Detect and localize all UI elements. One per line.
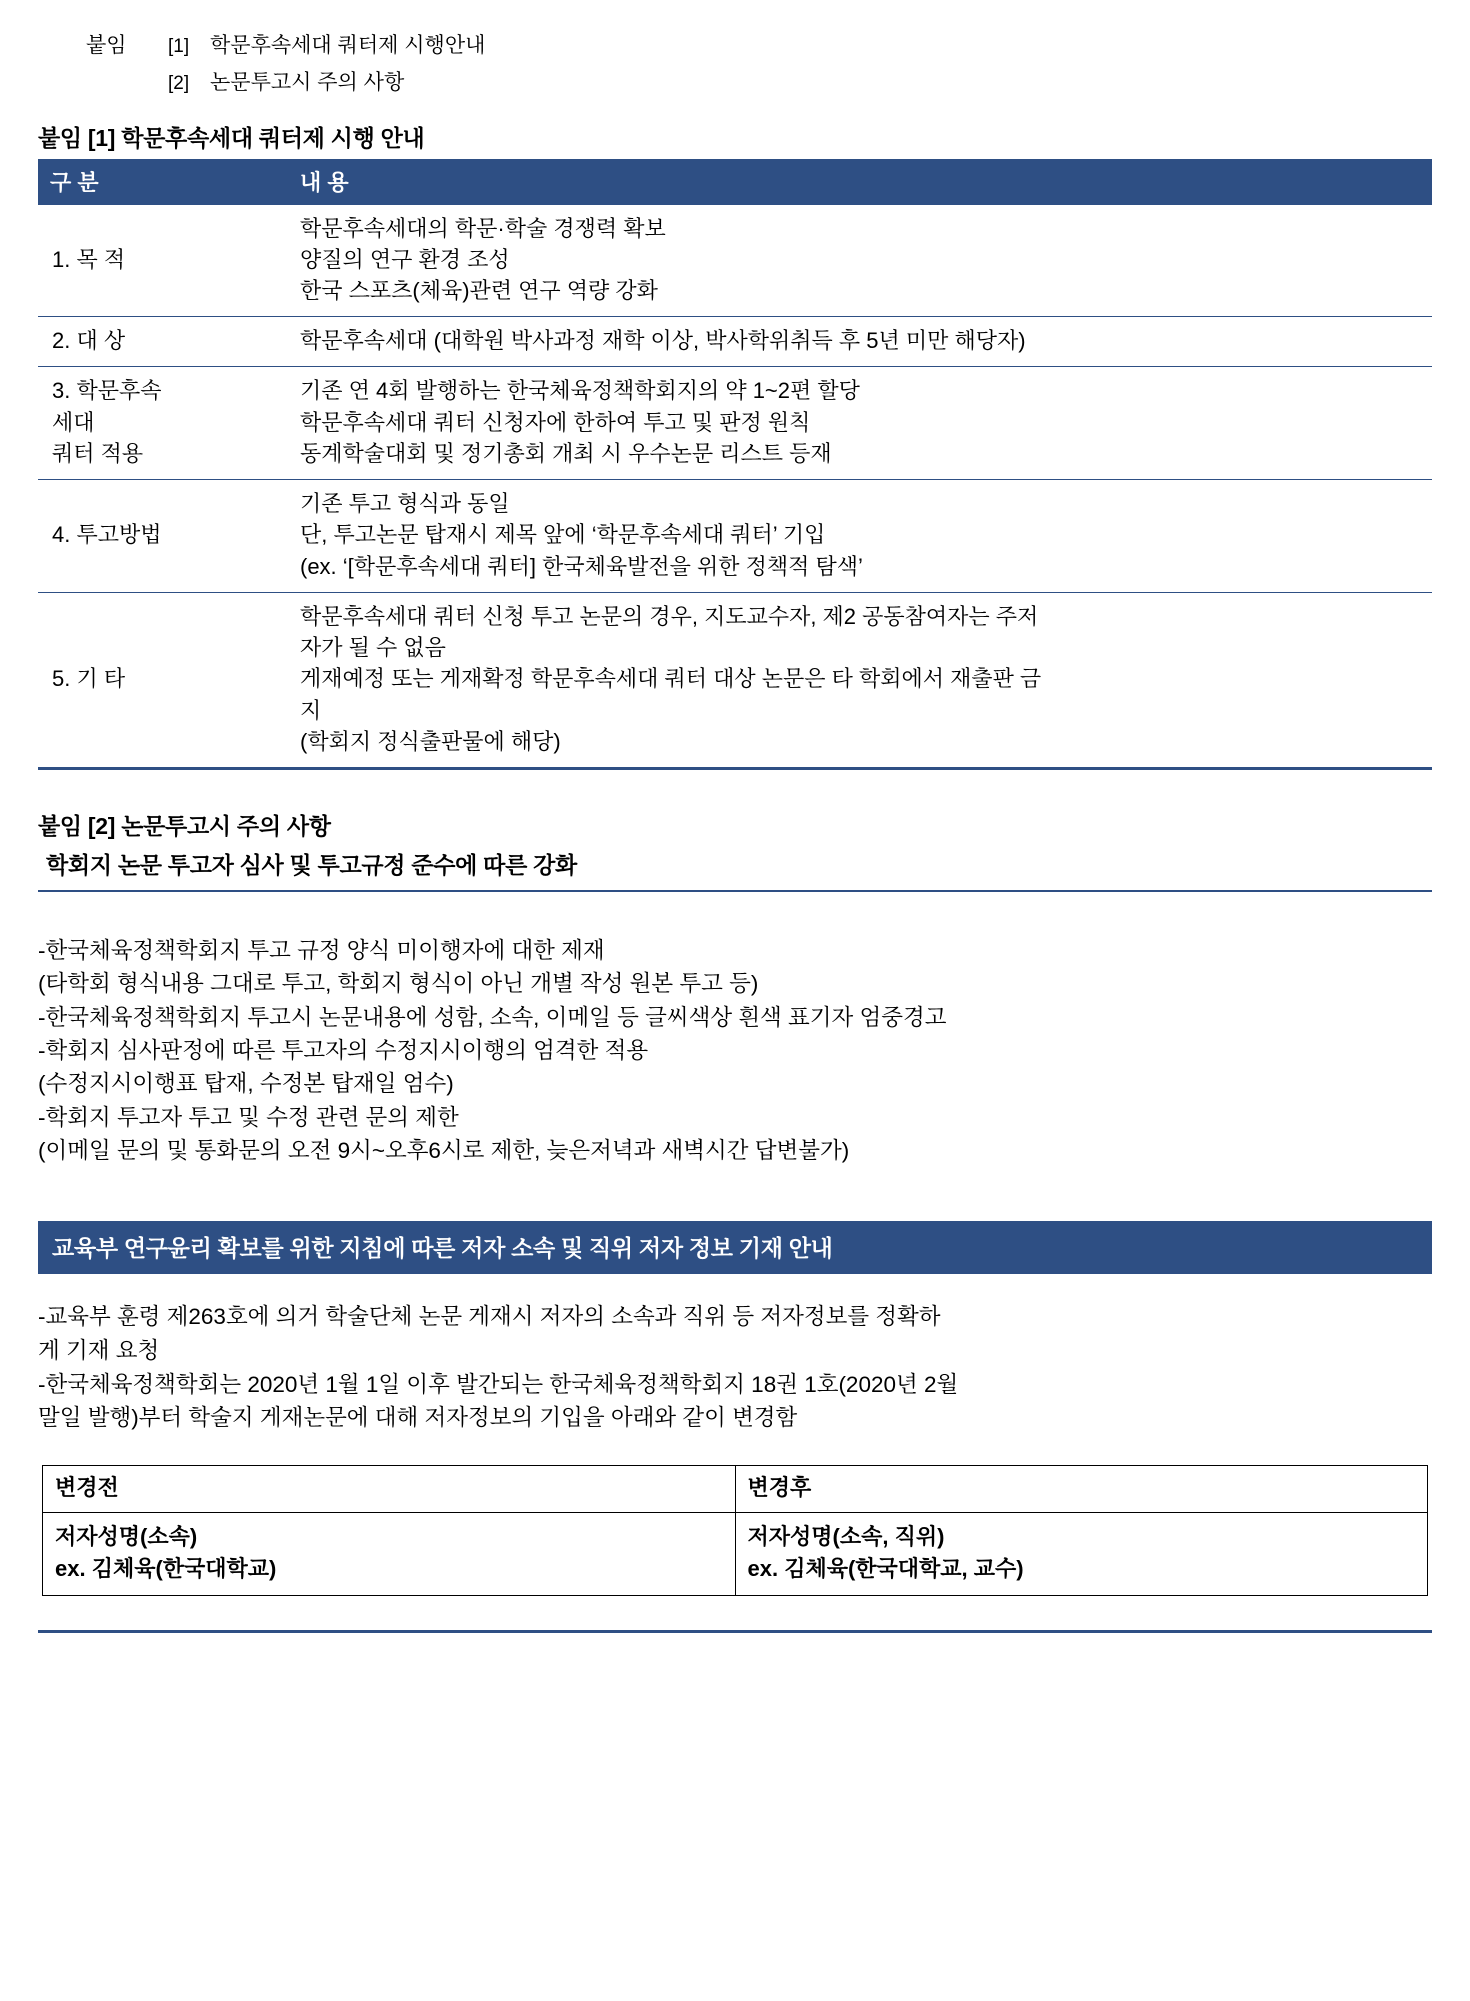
divider xyxy=(38,890,1432,892)
after-line: 저자성명(소속, 직위) xyxy=(747,1523,945,1549)
row-content xyxy=(290,480,1432,593)
attachment-number: [2] xyxy=(168,72,190,94)
content-line: 한국 스포츠(체육)관련 연구 역량 강화 xyxy=(300,277,658,303)
change-comparison-table xyxy=(42,1465,1428,1596)
row-content xyxy=(290,367,1432,480)
attachment-text: 논문투고시 주의 사항 xyxy=(210,70,405,94)
submission-notes xyxy=(38,934,1432,1167)
content-line: 지 xyxy=(300,697,322,723)
content-line: 학문후속세대 쿼터 신청자에 한하여 투고 및 판정 원칙 xyxy=(300,409,811,435)
row-content xyxy=(290,205,1432,317)
content-line: (ex. ‘[학문후속세대 쿼터] 한국체육발전을 위한 정책적 탐색’ xyxy=(300,553,863,579)
content-line: 학문후속세대 쿼터 신청 투고 논문의 경우, 지도교수자, 제2 공동참여자는 주저 xyxy=(300,603,1039,629)
column-header-before: 변경전 xyxy=(43,1466,736,1513)
body-line: -교육부 훈령 제263호에 의거 학술단체 논문 게재시 저자의 소속과 직위 등 저자정보를 정확하 xyxy=(38,1304,941,1330)
row-label: 2. 대 상 xyxy=(38,317,290,367)
table-row xyxy=(38,205,1432,317)
content-line: 동계학술대회 및 정기총회 개최 시 우수논문 리스트 등재 xyxy=(300,440,832,466)
content-line: 학문후속세대의 학문·학술 경쟁력 확보 xyxy=(300,215,666,241)
column-header-category: 구 분 xyxy=(38,159,290,205)
row-label: 1. 목 적 xyxy=(38,205,290,317)
attachment-row xyxy=(86,28,1432,65)
cell-before xyxy=(43,1512,736,1595)
row-label-line: 세대 xyxy=(52,409,95,435)
section-2-subheading: 학회지 논문 투고자 심사 및 투고규정 준수에 따른 강화 xyxy=(46,852,577,879)
body-line: 말일 발행)부터 학술지 게재논문에 대해 저자정보의 기입을 아래와 같이 변경함 xyxy=(38,1405,798,1431)
attachment-label: 붙임 xyxy=(86,34,127,57)
attachment-list xyxy=(86,28,1432,102)
section-2-heading: 붙임 [2] 논문투고시 주의 사항 xyxy=(38,813,331,840)
before-line: 저자성명(소속) xyxy=(55,1523,198,1549)
row-label-line: 3. 학문후속 xyxy=(52,378,162,404)
body-line: -한국체육정책학회는 2020년 1월 1일 이후 발간되는 한국체육정책학회지 18권 1호(2020년 2월 xyxy=(38,1371,959,1397)
row-content xyxy=(290,592,1432,768)
author-info-body xyxy=(38,1300,1432,1435)
content-line: 게재예정 또는 게재확정 학문후속세대 쿼터 대상 논문은 타 학회에서 재출판 금 xyxy=(300,666,1042,692)
table-header-row xyxy=(38,159,1432,205)
content-line: 자가 될 수 없음 xyxy=(300,635,446,661)
note-line: -한국체육정책학회지 투고 규정 양식 미이행자에 대한 제재 xyxy=(38,938,605,964)
row-label xyxy=(38,367,290,480)
attachment-row xyxy=(86,65,1432,102)
attachment-text: 학문후속세대 쿼터제 시행안내 xyxy=(210,34,486,57)
table-row xyxy=(38,317,1432,367)
content-line: (학회지 정식출판물에 해당) xyxy=(300,728,561,754)
content-line: 학문후속세대 (대학원 박사과정 재학 이상, 박사학위취득 후 5년 미만 해당자) xyxy=(300,328,1026,354)
row-label: 5. 기 타 xyxy=(38,592,290,768)
table-row xyxy=(38,367,1432,480)
author-info-banner: 교육부 연구윤리 확보를 위한 지침에 따른 저자 소속 및 직위 저자 정보 기재 안내 xyxy=(38,1221,1432,1274)
row-content xyxy=(290,317,1432,367)
note-line: -한국체육정책학회지 투고시 논문내용에 성함, 소속, 이메일 등 글씨색상 흰색 표기자 엄중경고 xyxy=(38,1004,947,1030)
note-line: -학회지 심사판정에 따른 투고자의 수정지시이행의 엄격한 적용 xyxy=(38,1037,649,1063)
note-line: (이메일 문의 및 통화문의 오전 9시~오후6시로 제한, 늦은저녁과 새벽시간 답변불가) xyxy=(38,1137,850,1163)
note-line: (타학회 형식내용 그대로 투고, 학회지 형식이 아닌 개별 작성 원본 투고 등) xyxy=(38,971,759,997)
note-line: (수정지시이행표 탑재, 수정본 탑재일 엄수) xyxy=(38,1071,454,1097)
table-row xyxy=(43,1512,1428,1595)
column-header-content: 내 용 xyxy=(290,159,1432,205)
content-line: 단, 투고논문 탑재시 제목 앞에 ‘학문후속세대 쿼터’ 기입 xyxy=(300,522,826,548)
cell-after xyxy=(735,1512,1428,1595)
note-line: -학회지 투고자 투고 및 수정 관련 문의 제한 xyxy=(38,1104,459,1130)
before-line: ex. 김체육(한국대학교) xyxy=(55,1555,277,1581)
quota-table xyxy=(38,159,1432,771)
row-label: 4. 투고방법 xyxy=(38,480,290,593)
body-line: 게 기재 요청 xyxy=(38,1337,160,1363)
content-line: 양질의 연구 환경 조성 xyxy=(300,246,510,272)
attachment-number: [1] xyxy=(168,36,190,57)
table-row xyxy=(38,480,1432,593)
section-1-heading: 붙임 [1] 학문후속세대 쿼터제 시행 안내 xyxy=(38,124,425,151)
row-label-line: 쿼터 적용 xyxy=(52,440,144,466)
content-line: 기존 연 4회 발행하는 한국체육정책학회지의 약 1~2편 할당 xyxy=(300,378,860,404)
column-header-after: 변경후 xyxy=(735,1466,1428,1513)
table-row xyxy=(38,592,1432,768)
table-header-row xyxy=(43,1466,1428,1513)
bottom-divider xyxy=(38,1630,1432,1633)
content-line: 기존 투고 형식과 동일 xyxy=(300,491,510,517)
after-line: ex. 김체육(한국대학교, 교수) xyxy=(747,1555,1024,1581)
